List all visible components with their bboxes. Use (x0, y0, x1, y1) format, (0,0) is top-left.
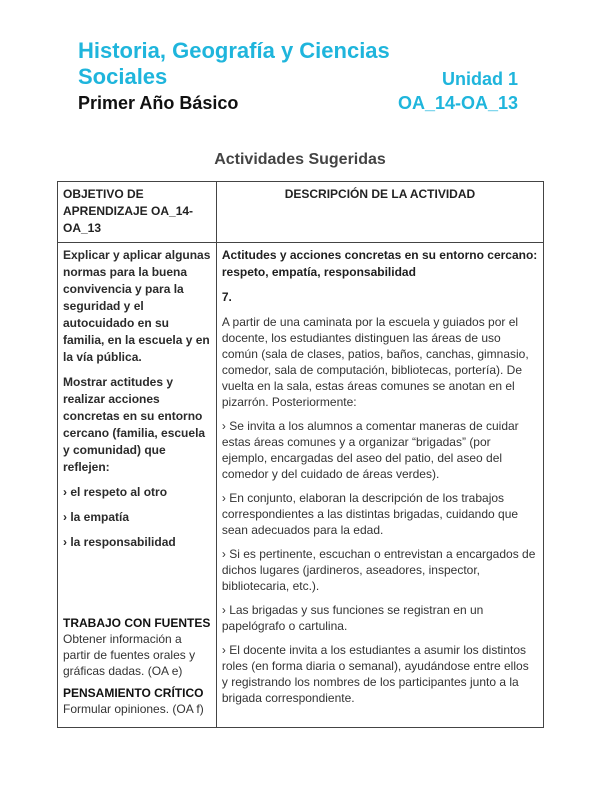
activities-table (57, 181, 544, 728)
activity-number: 7. (221, 290, 232, 304)
objective-column-header: OBJETIVO DE APRENDIZAJE OA_14-OA_13 (58, 182, 217, 243)
attitude-item: › el respeto al otro (63, 485, 168, 499)
activity-step: › El docente invita a los estudiantes a asumir los distintos roles (en forma diaria o semanal), ayudándose entre ellos y registrando los nombres de los participantes junto a la brigada correspondiente. (221, 643, 529, 705)
subject-title: Historia, Geografía y Ciencias (78, 38, 390, 63)
oa-code: OA_14-OA_13 (397, 93, 518, 113)
table-row (58, 243, 544, 728)
grade-row (78, 92, 520, 114)
description-cell (216, 243, 543, 728)
attitude-item: › la responsabilidad (63, 535, 176, 549)
objective-text: Mostrar actitudes y realizar acciones concretas en su entorno cercano (familia, escuela y comunidad) que reflejen: (63, 375, 206, 474)
skill-text: Formular opiniones. (OA f) (63, 702, 204, 716)
spacer (63, 559, 211, 615)
attitude-item: › la empatía (63, 510, 130, 524)
activity-step: › Si es pertinente, escuchan o entrevistan a encargados de dichos lugares (jardineros, aseadores, inspector, bibliotecaria, etc.). (221, 547, 536, 593)
objectives-cell (58, 243, 217, 728)
title-row (78, 64, 520, 90)
activity-title: Actitudes y acciones concretas en su entorno cercano: respeto, empatía, responsabilidad (221, 248, 538, 279)
activity-paragraph: A partir de una caminata por la escuela y guiados por el docente, los estudiantes distinguen las áreas de uso común (sala de clases, patios, baños, canchas, gimnasio, comedor, sala de computación, bibliotecas, portería). De vuelta en la sala, estas áreas comunes se anotan en el pizarrón. Posteriormente: (221, 315, 529, 409)
description-column-header: DESCRIPCIÓN DE LA ACTIVIDAD (216, 182, 543, 243)
section-title: Actividades Sugeridas (214, 151, 386, 168)
skill-text: Obtener información a partir de fuentes orales y gráficas dadas. (OA e) (63, 632, 196, 678)
objective-text: Explicar y aplicar algunas normas para la buena convivencia y para la seguridad y el autocuidado en su familia, en la escuela y en la vía pública. (63, 248, 211, 364)
skill-heading: PENSAMIENTO CRÍTICO (63, 686, 204, 700)
activity-step: › Las brigadas y sus funciones se registran en un papelógrafo o cartulina. (221, 603, 484, 633)
table-header-row (58, 182, 544, 243)
unit-label: Unidad 1 (441, 69, 518, 89)
document-header (78, 38, 520, 114)
subject-title-continued: Sociales (78, 64, 168, 89)
activity-step: › En conjunto, elaboran la descripción de los trabajos correspondientes a las distintas brigadas, cuidando que sean adecuados para la edad. (221, 491, 519, 537)
activity-step: › Se invita a los alumnos a comentar maneras de cuidar estas áreas comunes y a organizar “brigadas” (por ejemplo, encargadas del aseo del patio, del aseo del comedor y del cuidado de áreas verdes). (221, 419, 519, 481)
grade-label: Primer Año Básico (78, 93, 239, 113)
skill-heading: TRABAJO CON FUENTES (63, 616, 211, 630)
